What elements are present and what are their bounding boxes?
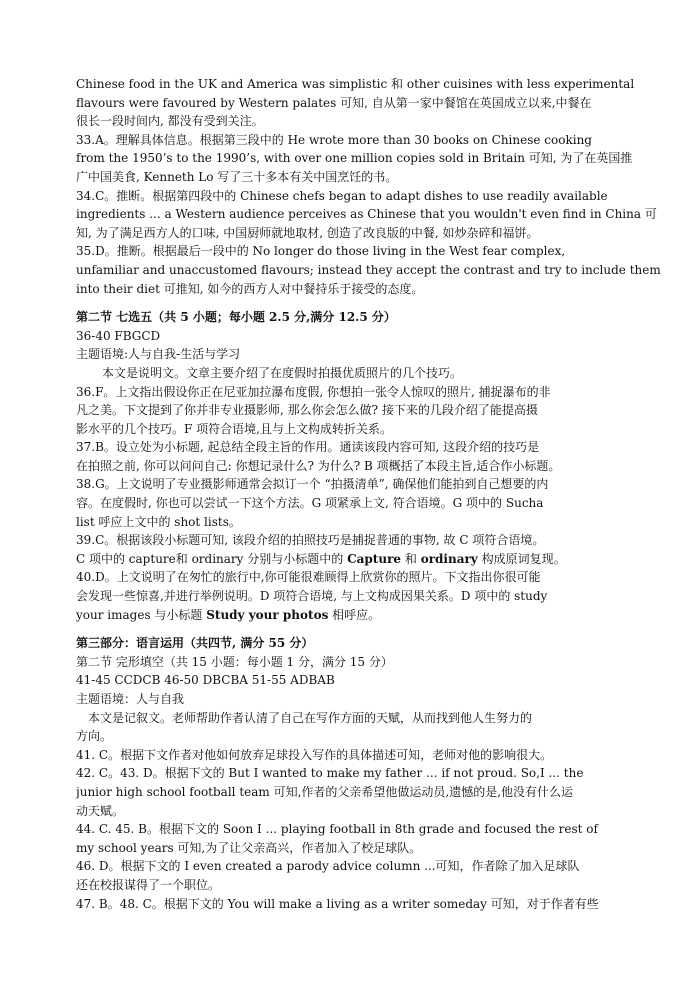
answer-explanations: [76, 75, 676, 913]
text-line: 在拍照之前, 你可以问问自己: 你想记录什么? 为什么? B 项概括了本段主旨,适合作小标题。: [76, 458, 561, 473]
text-line: 41. C。根据下文作者对他如何放弃足球投入写作的具体描述可知，老师对他的影响很大。: [76, 747, 553, 762]
text-line: 44. C. 45. B。根据下文的 Soon I ... playing football in 8th grade and focused the rest of: [76, 822, 598, 837]
text-line: 40.D。上文说明了在匆忙的旅行中,你可能很难顾得上欣赏你的照片。下文指出你很可能: [76, 570, 541, 585]
passage-summary: 本文是记叙文。老师帮助作者认清了自己在写作方面的天赋，从而找到他人生努力的: [88, 710, 533, 725]
text-line: ingredients ... a Western audience perceives as Chinese that you wouldn't even find in China 可: [76, 207, 657, 222]
section-heading: 第二节 七选五（共 5 小题；每小题 2.5 分,满分 12.5 分）: [76, 310, 396, 325]
language-use-section: [76, 634, 676, 913]
text-line: 广中国美食, Kenneth Lo 写了三十多本有关中国烹饪的书。: [76, 169, 398, 184]
text-line: 方向。: [76, 729, 113, 744]
text-line: 37.B。设立处为小标题, 起总结全段主旨的作用。通读该段内容可知, 这段介绍的技巧是: [76, 440, 540, 455]
text-run: 和: [401, 551, 421, 566]
text-line: 38.G。上文说明了专业摄影师通常会拟订一个 “拍摄清单”, 确保他们能拍到自己想要的内: [76, 477, 549, 492]
text-line: 36.F。上文指出假设你正在尼亚加拉瀑布度假, 你想拍一张令人惊叹的照片, 捕捉瀑布的非: [76, 384, 551, 399]
text-run: 相呼应。: [328, 607, 381, 622]
text-line: 影水平的几个技巧。F 项符合语境,且与上文构成转折关系。: [76, 421, 392, 436]
text-line: 很长一段时间内, 都没有受到关注。: [76, 114, 264, 129]
text-line: 还在校报谋得了一个职位。: [76, 877, 221, 892]
text-line: 会发现一些惊喜,并进行举例说明。D 项符合语境, 与上文构成因果关系。D 项中的 study: [76, 589, 548, 604]
text-line: flavours were favoured by Western palates 可知, 自从第一家中餐馆在英国成立以来,中餐在: [76, 95, 592, 110]
text-line: 47. B。48. C。根据下文的 You will make a living as a writer someday 可知，对于作者有些: [76, 896, 599, 911]
text-line: 39.C。根据该段小标题可知, 该段介绍的拍照技巧是捕捉普通的事物, 故 C 项符合语境。: [76, 533, 545, 548]
text-line: 34.C。推断。根据第四段中的 Chinese chefs began to adapt dishes to use readily available: [76, 188, 608, 203]
text-line: my school years 可知,为了让父亲高兴，作者加入了校足球队。: [76, 840, 422, 855]
text-line: from the 1950’s to the 1990’s, with over one million copies sold in Britain 可知, 为了在英国推: [76, 151, 633, 166]
text-line: 46. D。根据下文的 I even created a parody advice column ...可知，作者除了加入足球队: [76, 859, 580, 874]
text-line: junior high school football team 可知,作者的父亲希望他做运动员,遗憾的是,他没有什么运: [76, 784, 574, 799]
text-run: 构成原词复现。: [477, 551, 566, 566]
answer-key: 41-45 CCDCB 46-50 DBCBA 51-55 ADBAB: [76, 673, 335, 688]
theme-context: 主题语境:人与自我-生活与学习: [76, 347, 241, 362]
text-line: 容。在度假时, 你也可以尝试一下这个方法。G 项紧承上文, 符合语境。G 项中的 Sucha: [76, 496, 544, 511]
text-line: [76, 606, 676, 625]
answer-key: 36-40 FBGCD: [76, 328, 161, 343]
text-line: 知, 为了满足西方人的口味, 中国厨师就地取材, 创造了改良版的中餐, 如炒杂碎和福饼。: [76, 225, 539, 240]
reading-explanations: [76, 75, 676, 298]
text-line: list 呼应上文中的 shot lists。: [76, 514, 241, 529]
text-line: 42. C。43. D。根据下文的 But I wanted to make my father ... if not proud. So,I ... the: [76, 766, 584, 781]
text-line: Chinese food in the UK and America was simplistic 和 other cuisines with less experimental: [76, 77, 635, 91]
bold-term: ordinary: [420, 551, 478, 566]
text-line: into their diet 可推知, 如今的西方人对中餐持乐于接受的态度。: [76, 281, 424, 296]
text-line: [76, 550, 676, 569]
subsection-heading: 第二节 完形填空（共 15 小题：每小题 1 分，满分 15 分）: [76, 654, 393, 669]
section-heading: 第三部分：语言运用（共四节, 满分 55 分）: [76, 636, 314, 651]
text-line: 动天赋。: [76, 803, 125, 818]
passage-summary: 本文是说明文。文章主要介绍了在度假时拍摄优质照片的几个技巧。: [102, 365, 463, 380]
seven-choose-five-section: [76, 308, 676, 624]
text-line: unfamiliar and unaccustomed flavours; instead they accept the contrast and try to include them: [76, 262, 661, 277]
text-line: 33.A。理解具体信息。根据第三段中的 He wrote more than 30 books on Chinese cooking: [76, 132, 592, 147]
text-line: 凡之美。下文提到了你并非专业摄影师, 那么你会怎么做? 接下来的几段介绍了能提高摄: [76, 403, 538, 418]
text-run: C 项中的 capture和 ordinary 分别与小标题中的: [76, 551, 348, 566]
text-line: 35.D。推断。根据最后一段中的 No longer do those living in the West fear complex,: [76, 244, 566, 259]
bold-term: Capture: [347, 551, 402, 566]
theme-context: 主题语境：人与自我: [76, 692, 185, 706]
bold-term: Study your photos: [206, 607, 329, 622]
text-run: your images 与小标题: [76, 607, 207, 622]
